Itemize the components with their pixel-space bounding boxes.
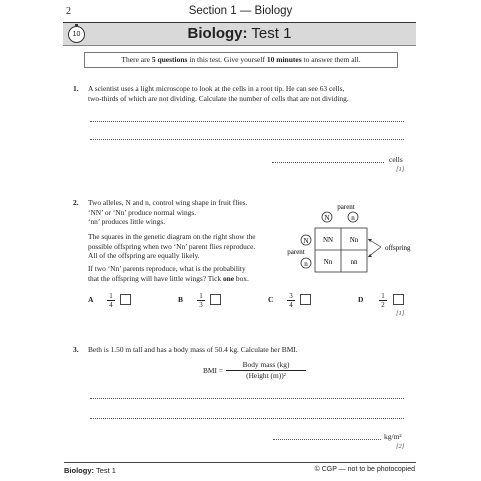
option-d-den: 2 xyxy=(379,300,387,309)
intro-post: to answer them all. xyxy=(301,55,361,64)
q2-line-b3: All of the offspring are equally likely. xyxy=(88,251,200,260)
option-b-den: 3 xyxy=(197,300,205,309)
q3-marks: [2] xyxy=(396,443,405,450)
q1-marks: [1] xyxy=(396,166,405,173)
q2-line-c2-pre: that the offspring will have little wings? Tick xyxy=(88,273,223,283)
option-a-den: 4 xyxy=(107,300,115,309)
q2-marks: [1] xyxy=(396,310,405,317)
q1-line-2: two-thirds of which are not dividing. Calculate the number of cells that are not dividing. xyxy=(88,93,349,103)
option-b-num: 1 xyxy=(199,292,203,300)
q2-text-c xyxy=(88,264,298,283)
option-c-num: 3 xyxy=(289,292,293,300)
option-c-den: 4 xyxy=(287,300,295,309)
allele-top-1: N xyxy=(324,214,330,222)
q3-line-1: Beth is 1.50 m tall and has a body mass of 50.4 kg. Calculate her BMI. xyxy=(88,345,298,354)
option-d-num: 1 xyxy=(381,292,385,300)
allele-left-1: N xyxy=(303,237,309,245)
option-a-checkbox[interactable] xyxy=(120,294,131,305)
allele-top-2: n xyxy=(351,214,355,222)
footer-copyright: © CGP — not to be photocopied xyxy=(314,466,415,473)
option-b-letter: B xyxy=(178,295,184,304)
option-b-fraction xyxy=(197,292,205,309)
option-d-checkbox[interactable] xyxy=(393,294,404,305)
page-number: 2 xyxy=(66,6,71,17)
punnett-cell-3: Nn xyxy=(323,258,333,266)
q3-unit: kg/m² xyxy=(384,432,402,441)
option-a-letter: A xyxy=(88,295,94,304)
intro-time: 10 minutes xyxy=(266,55,302,64)
q1-number: 1. xyxy=(73,84,79,93)
q2-text-b xyxy=(88,232,298,261)
parent-top-label: parent xyxy=(337,203,355,211)
q2-text-a xyxy=(88,198,288,227)
q3-working-line-2[interactable] xyxy=(90,418,404,419)
q2-line-c1: If two ‘Nn’ parents reproduce, what is the probability xyxy=(88,264,246,273)
punnett-cell-4: nn xyxy=(350,258,358,266)
q1-text xyxy=(88,84,418,103)
option-d-fraction xyxy=(379,292,387,309)
offspring-label: offspring xyxy=(385,244,411,252)
footer-title-rest: Test 1 xyxy=(94,466,116,475)
footer-title xyxy=(64,466,116,475)
punnett-cell-2: Nn xyxy=(349,236,359,244)
allele-left-2: n xyxy=(304,260,308,268)
q2-line-c2-post: box. xyxy=(234,273,249,283)
q1-answer-line[interactable] xyxy=(272,162,384,163)
option-a-num: 1 xyxy=(109,292,113,300)
option-c-checkbox[interactable] xyxy=(300,294,311,305)
intro-box xyxy=(84,52,398,68)
bmi-formula-lhs: BMI = xyxy=(203,366,223,375)
bmi-formula-num: Body mass (kg) xyxy=(242,360,290,369)
option-d-letter: D xyxy=(358,295,364,304)
title-rest: Test 1 xyxy=(247,25,292,42)
q3-number: 3. xyxy=(73,345,79,354)
q3-working-line-1[interactable] xyxy=(90,398,404,399)
q2-line-a3: ‘nn’ produces little wings. xyxy=(88,217,166,226)
q1-working-line-1[interactable] xyxy=(90,121,404,122)
bmi-formula-fraction xyxy=(226,360,306,380)
option-b-checkbox[interactable] xyxy=(210,294,221,305)
footer-title-bold: Biology: xyxy=(64,466,94,475)
test-title-bar xyxy=(63,22,416,46)
page-title xyxy=(63,25,416,42)
q1-working-line-2[interactable] xyxy=(90,139,404,140)
punnett-diagram xyxy=(286,199,411,279)
q1-line-1: A scientist uses a light microscope to look at the cells in a root tip. He can see 63 cells, xyxy=(88,84,345,93)
option-c-fraction xyxy=(287,292,295,309)
intro-pre: There are xyxy=(121,55,152,64)
q2-line-a1: Two alleles, N and n, control wing shape in fruit flies. xyxy=(88,198,248,207)
title-bold: Biology: xyxy=(187,25,248,42)
q1-unit: cells xyxy=(389,155,403,164)
stopwatch-icon: 10 xyxy=(68,26,85,43)
intro-mid: in this test. Give yourself xyxy=(187,55,267,64)
intro-qcount: 5 questions xyxy=(151,55,188,64)
q2-line-c2-bold: one xyxy=(222,273,235,283)
parent-left-label: parent xyxy=(287,248,305,256)
section-heading: Section 1 — Biology xyxy=(188,5,293,17)
q2-line-b2: possible offspring when two ‘Nn’ parent flies reproduce. xyxy=(88,241,256,251)
q2-line-c2 xyxy=(88,274,298,284)
q2-line-b1: The squares in the genetic diagram on the right show the xyxy=(88,232,256,241)
q3-answer-line[interactable] xyxy=(273,439,381,440)
option-a-fraction xyxy=(107,292,115,309)
q2-line-a2: ‘NN’ or ‘Nn’ produce normal wings. xyxy=(88,207,197,217)
footer-rule xyxy=(64,462,416,463)
q2-number: 2. xyxy=(73,198,79,207)
punnett-cell-1: NN xyxy=(322,236,334,244)
option-c-letter: C xyxy=(268,295,274,304)
bmi-formula-den: (Height (m))² xyxy=(226,370,306,381)
